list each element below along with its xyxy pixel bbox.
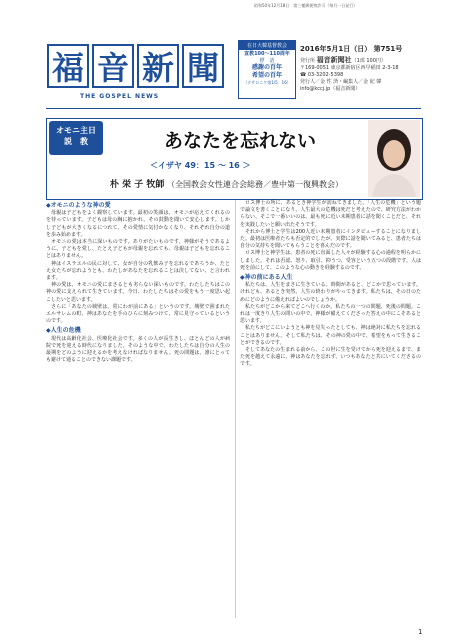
masthead-char: 音 (92, 44, 134, 88)
author-name: 朴 栄 子 牧師 (110, 180, 165, 190)
banner-org: 在日大韓基督教会 (239, 41, 295, 50)
author-photo (368, 120, 420, 197)
masthead-char: 新 (137, 44, 179, 88)
banner-years: 宣教100〜110周年 (244, 51, 290, 57)
paragraph: さらに「あなたの城壁は、常にわが前にある」というのです。城壁で囲まれたエルサレムの町、神はあなたを手のひらに刻みつけて、常に見守っているというのです。 (46, 303, 230, 325)
publisher-phone: 03-3202-5398 (307, 72, 344, 78)
banner-label: 標 語 (259, 58, 275, 64)
badge-line-2: 説 教 (64, 137, 88, 146)
paragraph: 私たちがどこから来てどこへ行くのか。私たちの一つの問題、死後の問題。これは一度きり人生の問いの中で、神様が備えてくださった答えの中にこそあると思います。 (240, 303, 421, 325)
masthead (47, 44, 227, 92)
publisher-staff: 発行人／金 性 済・編集人／金 紀 韓 (300, 79, 382, 85)
masthead-char: 福 (47, 44, 89, 88)
paragraph: 私たちがどこにいようとも神を見失ったとしても、神は絶対に私たちを忘れることはありません。そして私たちは、その神の愛の中で、希望をもって生きることができるのです。 (240, 325, 421, 346)
masthead-english: THE GOSPEL NEWS (80, 93, 160, 100)
paragraph: ロス博士と神学生は、患者の死に直面した人々が経験する心の過程を明らかにしました。それは否認、怒り、取引、抑うつ、受容という五つの段階です。人は死を前にして、このような心の動きを経験するのです。 (240, 250, 421, 271)
paragraph: 母親は子どもをよく観察しています。最初の笑顔は、オモニが応えてくれるのを待っています。子どもは母の胸に抱かれ、その鼓動を聞いて安心します。しかし子どもが大きくなるにつれて、その愛情に気付かなくなり、それぞれ自分の道を歩み始めます。 (46, 210, 230, 238)
issue-date: 2016年5月1日（日） (300, 45, 372, 53)
section-heading: ◆オモニのような神の愛 (46, 202, 111, 209)
sermon-title: あなたを忘れない (163, 130, 316, 152)
paragraph: それから博士と学生は200人近い末期患者にインタビューすることになりました。最初は医療者たちも否定的でしたが、実際に話を聞いてみると、患者たちは自分の気持ちを聞いてもらうことを喜んだのです。 (240, 228, 421, 250)
section-heading: ◆神の前にある人生 (240, 274, 293, 282)
scripture-reference: ＜イザヤ 49：15 〜 16 ＞ (150, 161, 251, 170)
page-number: 1 (418, 628, 423, 636)
header-rule (46, 108, 421, 109)
author-line (110, 177, 343, 190)
paragraph: 現代は高齢化社会、医療化社会です。多くの人が長生きし、ほとんどの人が病院で死を迎える時代になりました。そのような中で、わたしたちは自分の人生の最期をどのように迎えるかを考えなければなりません。死の問題は、誰にとっても避けて通ることのできない課題です。 (46, 335, 230, 364)
badge-line-1: オモニ主日 (56, 126, 96, 135)
sermon-badge (49, 121, 103, 155)
publisher-block: 発行所 福音新聞社（1部 100円） 〒169-0051 東京都新宿区西早稲田 2-3-18 ☎ 03-3202-5398 発行人／金 性 済・編集人／金 紀 韓 info@kccj.jp（福音新聞） (300, 56, 399, 92)
paragraph: そしてあなたの生まれる前から、この世に生を受けてから死を迎えるまで、また死を越えて永遠に、神はあなたを忘れず、いつもあなたと共にいてくださるのです。 (240, 347, 421, 368)
publisher-email: info@kccj.jp（福音新聞） (300, 86, 361, 92)
paragraph: オモニの愛は本当に深いものです。ありがたいものです。神様がそうであるように、子どもを愛し、たとえ子どもが母親を忘れても、母親は子どもを忘れることはありません。 (46, 239, 230, 260)
issue-number: 第751号 (373, 45, 403, 53)
banner-motto-1: 感謝の百年 (251, 64, 282, 71)
publisher-label: 発行所 (300, 58, 316, 64)
article-right-column (240, 200, 421, 369)
paragraph: ロス博士の所に、あるとき神学生が訪ねてきました。「人生の危機」という題で論文を書くことになり、人生最大の危機は死だと考えたので、研究方法がわからない、そこで一番いいのは、最も死に近い末期患者に話を聞くことだと、それを実践したいと願い出たそうです。 (240, 200, 421, 228)
banner-ref: （テサロニケ第1/5：16） (243, 80, 291, 85)
paragraph: 神の愛は、オモニの愛にまさるとも劣らない深いものです。わたしたちはこの神の愛に支えられて生きています。今日、わたしたちはその愛をもう一度思い起こしたいと思います。 (46, 282, 230, 303)
motto-banner (238, 40, 296, 99)
article-left-column (46, 200, 230, 364)
publisher-address: 〒169-0051 東京都新宿区西早稲田 2-3-18 (300, 65, 399, 71)
banner-motto-2: 希望の百年 (251, 72, 282, 79)
masthead-char: 聞 (182, 44, 224, 88)
price: （1部 100円） (351, 58, 386, 64)
section-heading: ◆人生の危機 (46, 327, 81, 335)
paragraph: 神はイスラエルの民に対して、女が自分の乳飲み子を忘れるであろうか、たとえ女たちが忘れようとも、わたしがあなたを忘れることは決してない、と言われます。 (46, 260, 230, 282)
paragraph: 私たちは、人生をまさに生きている。時間があると、どこかで思っています。けれども、あるとき突然、人生の終わりがやってきます。私たちは、その日のためにどのように備えればよいのでしょうか。 (240, 282, 421, 303)
issue-info (300, 44, 402, 54)
publisher-name: 福音新聞社 (316, 56, 352, 64)
registration-line: 昭和50年12月18日 第三種郵便物許可（毎月一日発行） (254, 3, 358, 8)
column-divider (235, 200, 236, 618)
author-affiliation: （全国教会女性連合会総務／豊中第一復興教会） (166, 180, 343, 189)
